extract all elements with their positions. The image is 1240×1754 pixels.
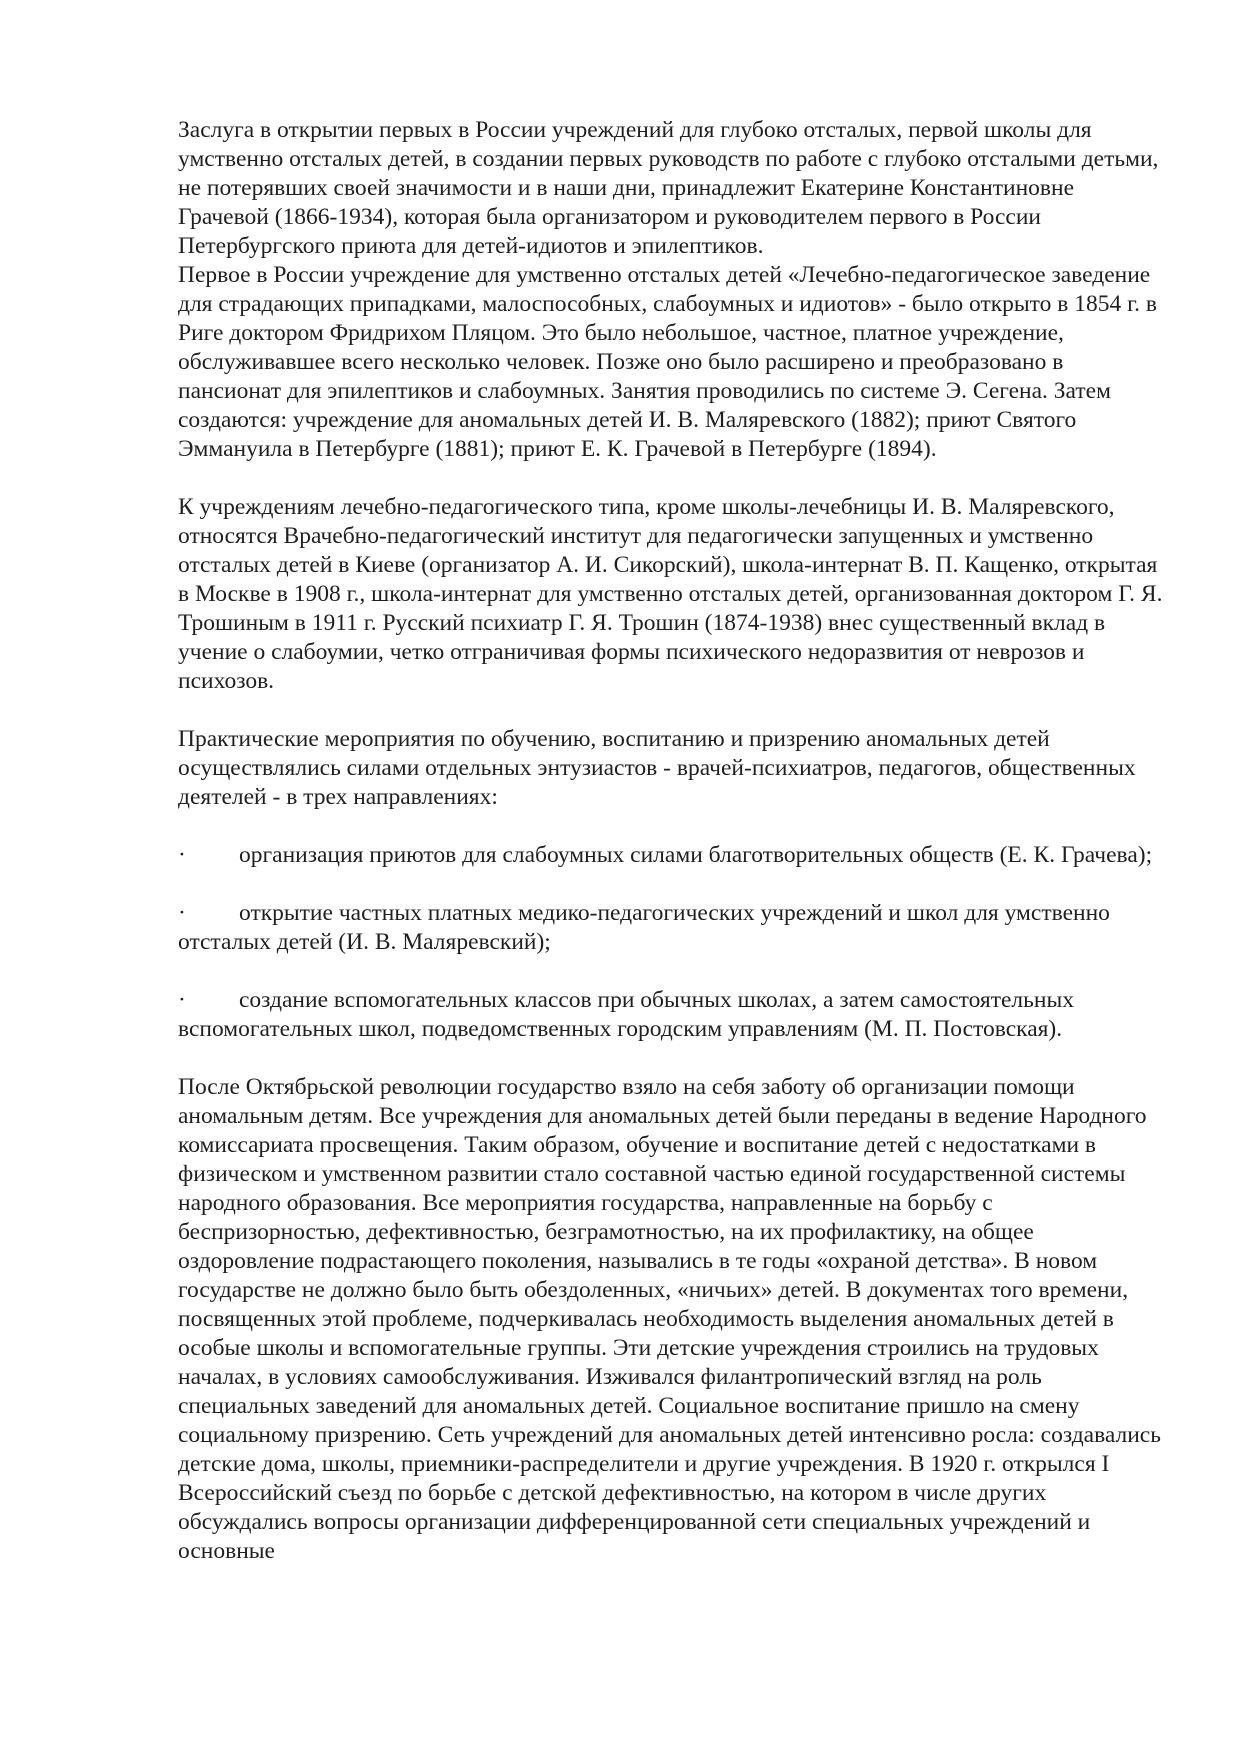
paragraph-gap: [178, 812, 1170, 841]
paragraph-medical-pedagogical: К учреждениям лечебно-педагогического типа, кроме школы-лечебницы И. В. Маляревского, относятся Врачебно-педагогический институт для педагогически запущенных и умственно отсталых детей в Киеве (организатор А. И. Сикорский), школа-интернат В. П. Кащенко, открытая в Москве в 1908 г., школа-интернат для умственно отсталых детей, организованная доктором Г. Я. Трошиным в 1911 г. Русский психиатр Г. Я. Трошин (1874-1938) внес существенный вклад в учение о слабоумии, четко отграничивая формы психического недоразвития от неврозов и психозов.: [178, 494, 1163, 694]
paragraph-grachyova: Заслуга в открытии первых в России учреждений для глубоко отсталых, первой школы для умственно отсталых детей, в создании первых руководств по работе с глубоко отсталыми детьми, не потерявших своей значимости и в наши дни, принадлежит Екатерине Константиновне Грачевой (1866-1934), которая была организатором и руководителем первого в России Петербургского приюта для детей-идиотов и эпилептиков.: [178, 117, 1159, 259]
bullet-text: создание вспомогательных классов при обычных школах, а затем самостоятельных вспомогательных школ, подведомственных городским управлениям (М. П. Постовская).: [178, 987, 1074, 1042]
bullet-marker: ·: [178, 900, 186, 926]
paragraph-gap: [178, 870, 1170, 899]
paragraph-gap: [178, 464, 1170, 493]
paragraph-gap: [178, 957, 1170, 986]
bullet-text: открытие частных платных медико-педагогических учреждений и школ для умственно отсталых детей (И. В. Маляревский);: [178, 900, 1110, 955]
paragraph-gap: [178, 1044, 1170, 1073]
paragraph-first-institution: Первое в России учреждение для умственно отсталых детей «Лечебно-педагогическое заведение для страдающих припадками, малоспособных, слабоумных и идиотов» - было открыто в 1854 г. в Риге доктором Фридрихом Пляцом. Это было небольшое, частное, платное учреждение, обслуживавшее всего несколько человек. Позже оно было расширено и преобразовано в пансионат для эпилептиков и слабоумных. Занятия проводились по системе Э. Сегена. Затем создаются: учреждение для аномальных детей И. В. Маляревского (1882); приют Святого Эммануила в Петербурге (1881); приют Е. К. Грачевой в Петербурге (1894).: [178, 262, 1157, 462]
document-body: [178, 116, 1170, 1566]
paragraph-practical-measures: Практические мероприятия по обучению, воспитанию и призрению аномальных детей осуществлялись силами отдельных энтузиастов - врачей-психиатров, педагогов, общественных деятелей - в трех направлениях:: [178, 726, 1136, 810]
bullet-item-private-schools: [178, 899, 1170, 957]
paragraph-gap: [178, 696, 1170, 725]
bullet-marker: ·: [178, 842, 186, 868]
bullet-marker: ·: [178, 987, 186, 1013]
bullet-text: организация приютов для слабоумных силами благотворительных обществ (Е. К. Грачева);: [239, 842, 1153, 868]
paragraph-after-revolution: После Октябрьской революции государство взяло на себя заботу об организации помощи аномальным детям. Все учреждения для аномальных детей были переданы в ведение Народного комиссариата просвещения. Таким образом, обучение и воспитание детей с недостатками в физическом и умственном развитии стало составной частью единой государственной системы народного образования. Все мероприятия государства, направленные на борьбу с беспризорностью, дефективностью, безграмотностью, на их профилактику, на общее оздоровление подрастающего поколения, назывались в те годы «охраной детства». В новом государстве не должно было быть обездоленных, «ничьих» детей. В документах того времени, посвященных этой проблеме, подчеркивалась необходимость выделения аномальных детей в особые школы и вспомогательные группы. Эти детские учреждения строились на трудовых началах, в условиях самообслуживания. Изживался филантропический взгляд на роль специальных заведений для аномальных детей. Социальное воспитание пришло на смену социальному призрению. Сеть учреждений для аномальных детей интенсивно росла: создавались детские дома, школы, приемники-распределители и другие учреждения. В 1920 г. открылся I Всероссийский съезд по борьбе с детской дефективностью, на котором в числе других обсуждались вопросы организации дифференцированной сети специальных учреждений и основные: [178, 1074, 1161, 1564]
bullet-item-auxiliary-classes: [178, 986, 1170, 1044]
bullet-item-shelters: [178, 841, 1170, 870]
